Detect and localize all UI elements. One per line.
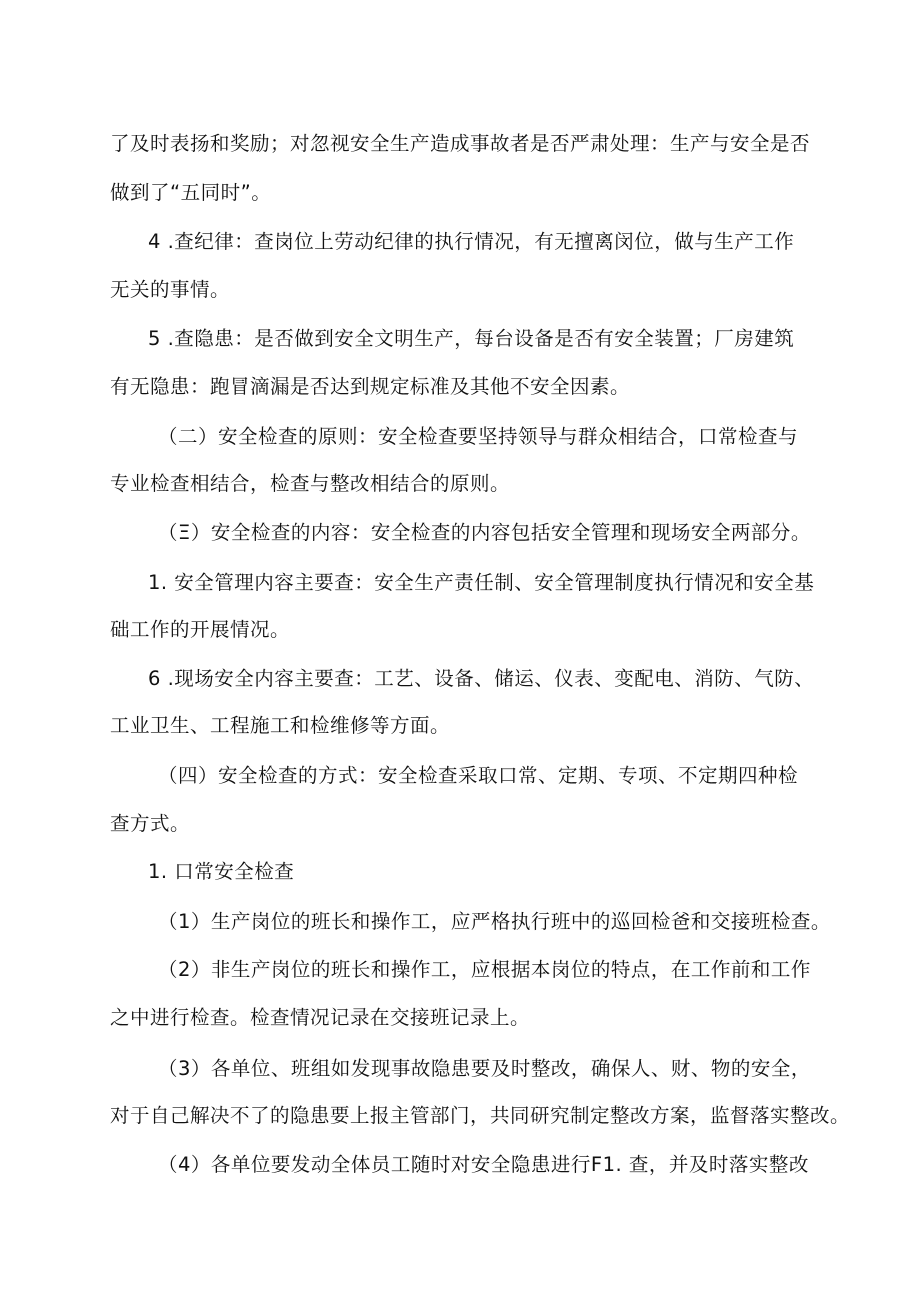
text-line: 1. 安全管理内容主要查：安全生产责任制、安全管理制度执行情况和安全基 (148, 571, 815, 594)
text-line: 专业检查相结合，检查与整改相结合的原则。 (110, 472, 511, 495)
text-line: 6 .现场安全内容主要查：工艺、设备、储运、仪表、变配电、消防、气防、 (148, 667, 815, 690)
text-line: 做到了“五同时”。 (110, 181, 272, 204)
text-line: （1）生产岗位的班长和操作工，应严格执行班中的巡回检爸和交接班检查。 (158, 910, 831, 933)
text-line: 工业卫生、工程施工和检维修等方面。 (110, 714, 451, 737)
text-line: 无关的事情。 (110, 278, 231, 301)
text-line: 对于自己解决不了的隐患要上报主管部门，共同研究制定整改方案，监督落实整改。 (110, 1104, 851, 1127)
text-line: （二）安全检查的原则：安全检查要坚持领导与群众相结合，口常检查与 (158, 425, 799, 448)
text-line: （3）各单位、班组如发现事故隐患要及时整改，确保人、财、物的安全， (158, 1057, 811, 1080)
text-line: （4）各单位要发动全体员工随时对安全隐患进行F1. 查，并及时落实整改 (158, 1153, 809, 1176)
text-line: （Ξ）安全检查的内容：安全检查的内容包括安全管理和现场安全两部分。 (158, 521, 811, 544)
text-line: （四）安全检查的方式：安全检查采取口常、定期、专项、不定期四种检 (158, 764, 799, 787)
text-line: 了及时表扬和奖励；对忽视安全生产造成事故者是否严肃处理：生产与安全是否 (110, 132, 811, 155)
text-line: 之中进行检查。检查情况记录在交接班记录上。 (110, 1006, 531, 1029)
text-line: 5 .查隐患：是否做到安全文明生产，每台设备是否有安全装置；厂房建筑 (148, 327, 795, 350)
text-line: 查方式。 (110, 812, 191, 835)
text-line: 1. 口常安全检查 (148, 860, 295, 883)
text-line: （2）非生产岗位的班长和操作工，应根据本岗位的特点，在工作前和工作 (158, 958, 811, 981)
text-line: 4 .查纪律：查岗位上劳动纪律的执行情况，有无擅离闵位，做与生产工作 (148, 230, 795, 253)
text-line: 有无隐患：跑冒滴漏是否达到规定标准及其他不安全因素。 (110, 375, 631, 398)
text-line: 础工作的开展情况。 (110, 618, 291, 641)
